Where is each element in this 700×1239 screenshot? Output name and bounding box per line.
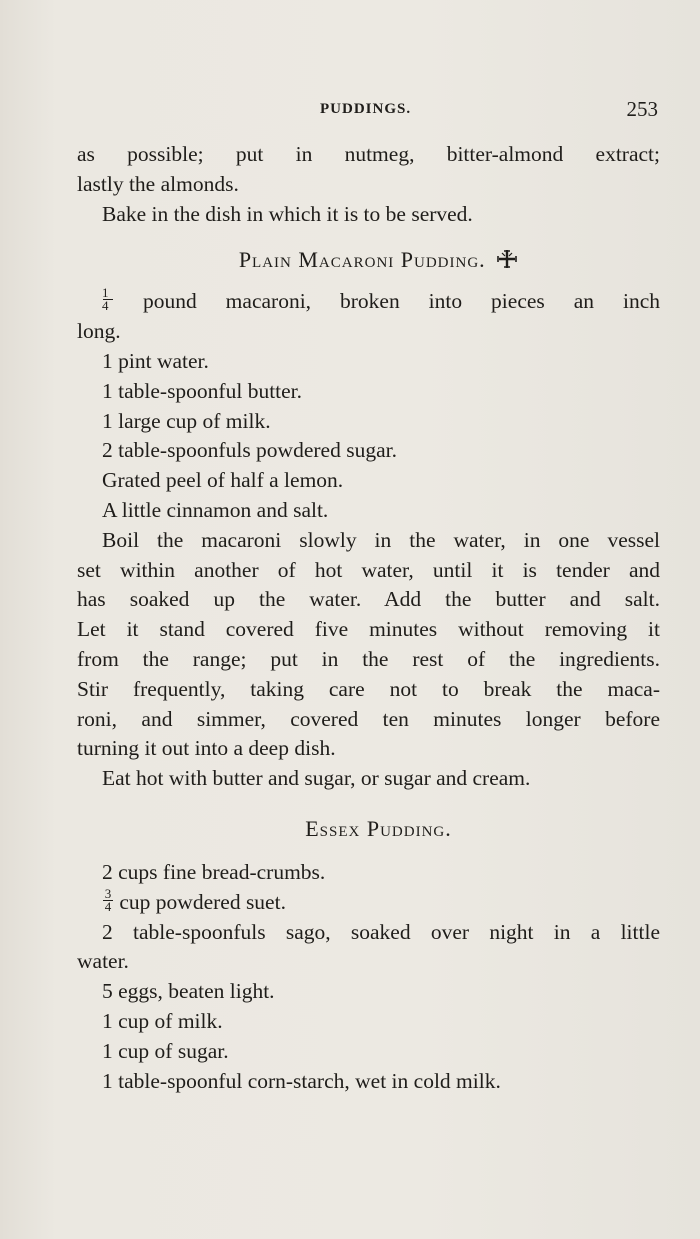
ingredient-line: 2 table-spoonfuls sago, soaked over night in a little bbox=[102, 919, 660, 944]
continuation-line: lastly the almonds. bbox=[77, 171, 239, 196]
fraction: $\frac{1}{4}$ bbox=[102, 287, 114, 312]
ingredient-line: 1 table-spoonful butter. bbox=[102, 378, 303, 403]
direction-line: Boil the macaroni slowly in the water, in one vessel bbox=[102, 527, 660, 552]
direction-line: Stir frequently, taking care not to break the maca- bbox=[77, 676, 660, 701]
serving-line: Eat hot with butter and sugar, or sugar and cream. bbox=[102, 766, 531, 791]
ingredient-line: 2 table-spoonfuls powdered sugar. bbox=[102, 438, 397, 463]
bake-instruction: Bake in the dish in which it is to be served. bbox=[102, 201, 473, 226]
continuation-line: as possible; put in nutmeg, bitter-almond extract; bbox=[77, 142, 660, 166]
direction-line: set within another of hot water, until it is tender and bbox=[77, 557, 660, 582]
ingredient-line: 1 cup of sugar. bbox=[102, 1038, 229, 1063]
ingredient-line: 1 large cup of milk. bbox=[102, 408, 271, 433]
recipe-title: Plain Macaroni Pudding. bbox=[238, 247, 486, 273]
running-head bbox=[0, 97, 700, 125]
ingredient-line: $\frac{1}{4}$ pound macaroni, broken into pieces an inch bbox=[102, 285, 661, 314]
ingredient-line: 1 pint water. bbox=[102, 348, 209, 373]
ingredient-line: 5 eggs, beaten light. bbox=[102, 979, 275, 1004]
direction-line: Let it stand covered five minutes without removing it bbox=[77, 617, 660, 642]
page-number: 253 bbox=[626, 97, 658, 121]
cross-icon bbox=[496, 249, 518, 269]
recipe-heading-essex bbox=[77, 808, 660, 850]
ingredient-line: long. bbox=[77, 319, 121, 344]
direction-line: has soaked up the water. Add the butter and salt. bbox=[77, 587, 660, 612]
page-body bbox=[77, 140, 660, 1096]
ingredient-line: A little cinnamon and salt. bbox=[102, 497, 329, 522]
ingredient-line: 1 cup of milk. bbox=[102, 1008, 223, 1033]
running-title: PUDDINGS. bbox=[320, 101, 412, 117]
ingredient-line: water. bbox=[77, 949, 129, 974]
ingredient-line: 2 cups fine bread-crumbs. bbox=[102, 859, 326, 884]
direction-line: from the range; put in the rest of the ingredients. bbox=[77, 646, 660, 671]
recipe-heading-plain-macaroni bbox=[77, 239, 660, 281]
ingredient-line: 1 table-spoonful corn-starch, wet in cold milk. bbox=[102, 1068, 501, 1093]
fraction: $\frac{3}{4}$ bbox=[104, 885, 112, 914]
recipe-title: Essex Pudding. bbox=[305, 815, 452, 841]
direction-line: turning it out into a deep dish. bbox=[77, 736, 336, 761]
ingredient-line: $\frac{3}{4}$ cup powdered suet. bbox=[77, 888, 660, 918]
ingredient-line: Grated peel of half a lemon. bbox=[102, 468, 344, 493]
direction-line: roni, and simmer, covered ten minutes longer before bbox=[77, 706, 660, 731]
